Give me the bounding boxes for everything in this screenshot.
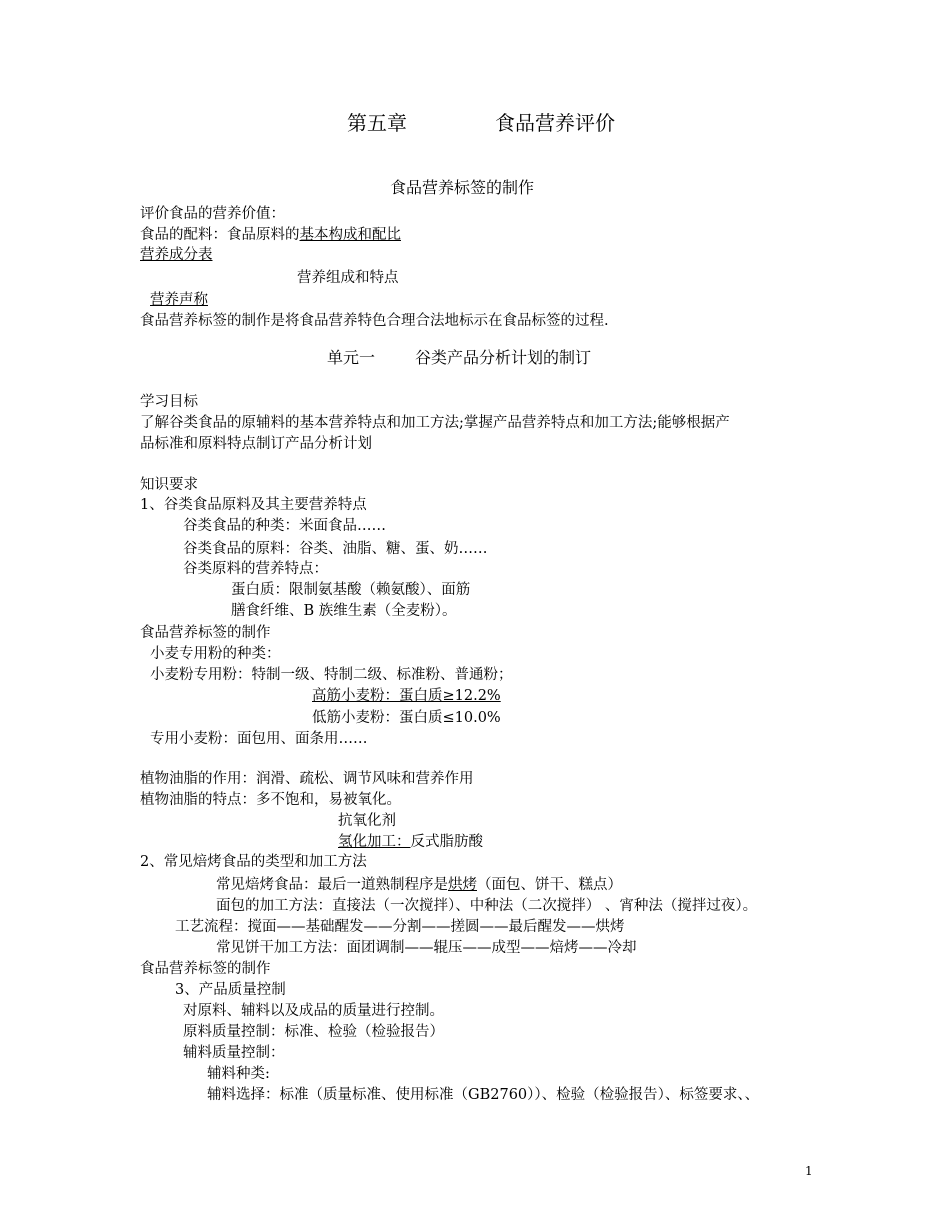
page-number: 1 xyxy=(805,1164,813,1178)
objectives-line-2: 品标准和原料特点制订产品分析计划 xyxy=(140,436,372,452)
objectives-line-1: 了解谷类食品的原辅料的基本营养特点和加工方法;掌握产品营养特点和加工方法;能够根据产 xyxy=(140,415,730,431)
process-flow: 工艺流程：搅面——基础醒发——分割——搓圆——最后醒发——烘烤 xyxy=(175,919,625,935)
wheat-types: 小麦专用粉的种类： xyxy=(150,646,281,662)
aux-qc: 辅料质量控制： xyxy=(183,1045,285,1061)
section-label: 食品营养标签的制作 xyxy=(390,178,535,197)
baking-underlined: 烘烤 xyxy=(448,877,477,893)
underlined-composition: 基本构成和配比 xyxy=(299,227,401,243)
cereal-materials: 谷类食品的原料：谷类、油脂、糖、蛋、奶…… xyxy=(183,541,488,557)
unit-number: 单元一 xyxy=(327,348,376,367)
label-repeat-1: 食品营养标签的制作 xyxy=(140,625,271,641)
hydrogenation-underlined: 氢化加工： xyxy=(338,834,411,850)
knowledge-heading: 知识要求 xyxy=(140,477,198,493)
oil-role: 植物油脂的作用：润滑、疏松、调节风味和营养作用 xyxy=(140,771,474,787)
special-flour: 专用小麦粉：面包用、面条用…… xyxy=(150,731,368,747)
fiber-line: 膳食纤维、B 族维生素（全麦粉）。 xyxy=(231,603,457,619)
label-repeat-2: 食品营养标签的制作 xyxy=(140,961,271,977)
qc-intro: 对原料、辅料以及成品的质量进行控制。 xyxy=(183,1003,444,1019)
knowledge-item-1: 1、谷类食品原料及其主要营养特点 xyxy=(140,497,367,513)
intro-line-6: 食品营养标签的制作是将食品营养特色合理合法地标示在食品标签的过程. xyxy=(140,313,609,329)
bread-methods: 面包的加工方法：直接法（一次搅拌）、中种法（二次搅拌） 、宵种法（搅拌过夜）。 xyxy=(216,898,758,914)
aux-kinds: 辅料种类: xyxy=(207,1066,270,1082)
biscuit-flow: 常见饼干加工方法：面团调制——辊压——成型——焙烤——冷却 xyxy=(216,940,637,956)
wheat-grades: 小麦粉专用粉：特制一级、特制二级、标准粉、普通粉； xyxy=(150,667,513,683)
intro-line-4: 营养组成和特点 xyxy=(297,270,399,286)
antioxidant: 抗氧化剂 xyxy=(338,813,396,829)
raw-qc: 原料质量控制：标准、检验（检验报告） xyxy=(183,1024,444,1040)
chapter-number: 第五章 xyxy=(347,111,407,135)
intro-line-2: 食品的配料：食品原料的基本构成和配比 xyxy=(140,227,401,243)
knowledge-item-2: 2、常见焙烤食品的类型和加工方法 xyxy=(140,854,367,870)
cereal-nutrition: 谷类原料的营养特点： xyxy=(183,561,328,577)
knowledge-item-3: 3、产品质量控制 xyxy=(175,982,286,998)
unit-name: 谷类产品分析计划的制订 xyxy=(415,348,592,367)
unit-title xyxy=(327,347,591,369)
high-gluten-flour: 高筋小麦粉：蛋白质≥12.2% xyxy=(312,688,501,704)
intro-line-5: 营养声称 xyxy=(150,292,208,308)
oil-traits: 植物油脂的特点：多不饱和，易被氧化。 xyxy=(140,792,401,808)
hydrogenation: 氢化加工：反式脂肪酸 xyxy=(338,834,483,850)
cereal-kinds: 谷类食品的种类：米面食品…… xyxy=(183,518,386,534)
protein-line: 蛋白质：限制氨基酸（赖氨酸）、面筋 xyxy=(231,582,471,598)
low-gluten-flour: 低筋小麦粉：蛋白质≤10.0% xyxy=(312,710,501,726)
aux-choice: 辅料选择：标准（质量标准、使用标准（GB2760））、检验（检验报告）、标签要求、、 xyxy=(207,1087,760,1103)
chapter-title xyxy=(347,110,615,136)
intro-line-3: 营养成分表 xyxy=(140,247,213,263)
chapter-name: 食品营养评价 xyxy=(495,111,615,135)
intro-line-1: 评价食品的营养价值： xyxy=(140,206,285,222)
baked-foods: 常见焙烤食品：最后一道熟制程序是烘烤（面包、饼干、糕点） xyxy=(216,877,622,893)
objectives-heading: 学习目标 xyxy=(140,394,198,410)
